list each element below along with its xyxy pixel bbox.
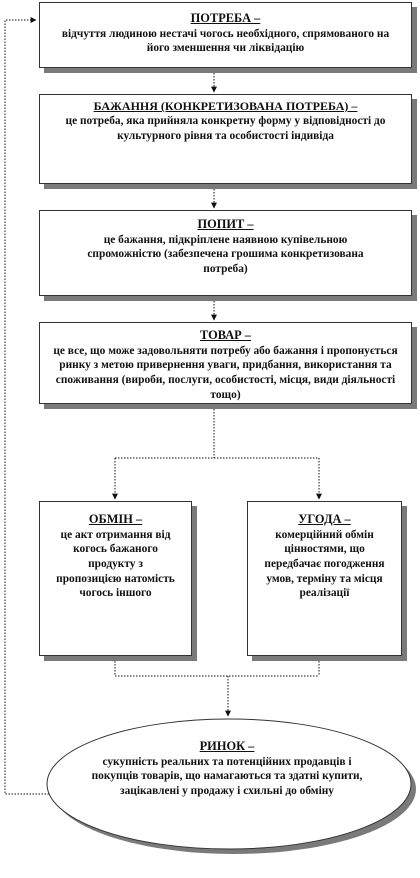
rynok-title: РИНОК –	[199, 739, 255, 753]
uhoda-desc: комерційний обмін цінностями, що передбачає погодження умов, терміну та місця реалізації	[264, 528, 385, 600]
uhoda-title: УГОДА –	[298, 512, 351, 526]
potreba-title: ПОТРЕБА –	[190, 11, 261, 25]
bazhannia-desc: це потреба, яка прийняла конкретну форму у відповідності до культурного рівня та особистості індивіда	[65, 115, 386, 142]
popyt-desc: це бажання, підкріплене наявною купівельною спроможністю (забезпечена грошима конкретизована потреба)	[87, 233, 364, 276]
tovar-desc: це все, що може задовольняти потребу або бажання і пропонується ринку з метою привернення уваги, придбання, використання та споживання (вироби, послуги, особистості, місця, види діяльності тощо)	[53, 344, 398, 401]
bazhannia-box	[39, 94, 412, 184]
rynok-text	[82, 739, 372, 799]
uhoda-box	[247, 501, 402, 656]
obmin-title: ОБМІН –	[88, 512, 143, 526]
rynok-node	[42, 713, 414, 849]
potreba-desc: відчуття людиною нестачі чогось необхідного, спрямованого на його зменшення чи ліквідацію	[61, 27, 390, 55]
bazhannia-title: БАЖАННЯ (КОНКРЕТИЗОВАНА ПОТРЕБА) –	[93, 99, 358, 113]
popyt-title: ПОПИТ –	[197, 217, 254, 231]
rynok-desc: сукупність реальних та потенційних продавців і покупців товарів, що намагаються та здатні купити, зацікавлені у продажу і схильні до обміну	[91, 755, 363, 798]
tovar-box	[39, 322, 412, 404]
obmin-box	[39, 501, 192, 656]
potreba-box	[39, 2, 412, 68]
popyt-box	[39, 210, 412, 296]
obmin-desc: це акт отримання від когось бажаного продукту з пропозицією натомість чогось іншого	[56, 528, 175, 600]
tovar-title: ТОВАР –	[199, 328, 252, 342]
